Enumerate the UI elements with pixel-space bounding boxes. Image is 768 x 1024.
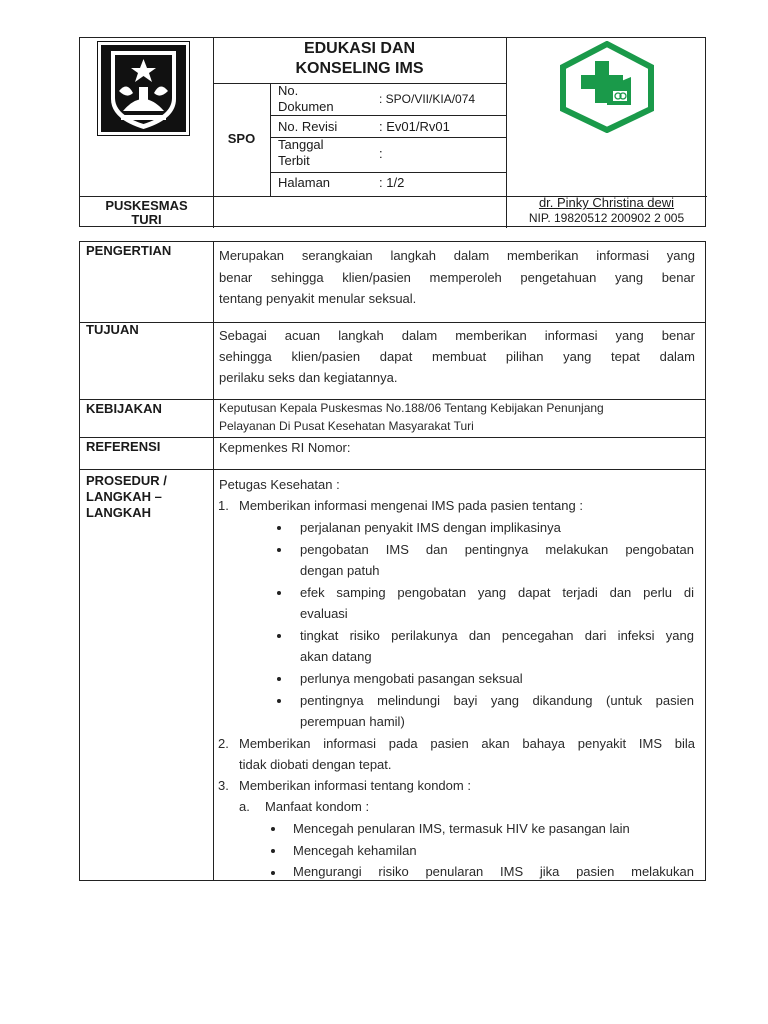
bullet-icon: [277, 634, 281, 638]
section-label-pengertian: PENGERTIAN: [86, 243, 172, 258]
content-divider: [80, 469, 705, 470]
step-2-text: Memberikan informasi pada pasien akan bahaya penyakit IMS bila: [239, 736, 695, 751]
step-1-bullet-cont: dengan patuh: [300, 563, 380, 578]
bullet-icon: [277, 591, 281, 595]
bullet-icon: [271, 871, 275, 875]
content-divider: [80, 322, 705, 323]
step-2-text-cont: tidak diobati dengan tepat.: [239, 757, 392, 772]
step-1-bullet: pentingnya melindungi bayi yang dikandung (untuk pasien: [300, 693, 694, 708]
field-label-no-dokumen: Dokumen: [278, 99, 334, 114]
section-label-prosedur: LANGKAH: [86, 505, 151, 520]
org-name-line1: PUSKESMAS: [105, 198, 188, 213]
regency-emblem-logo: [97, 41, 190, 136]
section-label-kebijakan: KEBIJAKAN: [86, 401, 162, 416]
kebijakan-text-line: Pelayanan Di Pusat Kesehatan Masyarakat Turi: [219, 419, 474, 433]
pengertian-text-line: benar sehingga klien/pasien memperoleh pengetahuan yang benar: [219, 270, 695, 285]
tujuan-text-line: perilaku seks dan kegiatannya.: [219, 370, 398, 385]
field-value-no-revisi: : Ev01/Rv01: [379, 119, 450, 134]
header-divider: [213, 83, 506, 84]
field-label-tanggal-terbit: Tanggal: [278, 137, 324, 152]
sub-item-letter: a.: [239, 799, 250, 814]
bullet-icon: [271, 849, 275, 853]
section-label-referensi: REFERENSI: [86, 439, 161, 454]
spo-label: SPO: [227, 131, 256, 146]
document-title-line1: EDUKASI DAN: [303, 40, 416, 57]
header-divider: [270, 83, 271, 196]
bullet-icon: [277, 699, 281, 703]
content-divider: [80, 399, 705, 400]
step-number: 3.: [218, 778, 229, 793]
step-1-bullet: pengobatan IMS dan pentingnya melakukan pengobatan: [300, 542, 694, 557]
step-number: 2.: [218, 736, 229, 751]
header-divider: [270, 172, 506, 173]
field-label-tanggal-terbit: Terbit: [278, 153, 310, 168]
document-title-line2: KONSELING IMS: [295, 60, 424, 77]
signer-name: dr. Pinky Christina dewi: [538, 195, 675, 210]
field-value-no-dokumen: : SPO/VII/KIA/074: [379, 92, 476, 106]
field-label-no-revisi: No. Revisi: [278, 119, 338, 134]
step-1-bullet-cont: akan datang: [300, 649, 372, 664]
kebijakan-text-line: Keputusan Kepala Puskesmas No.188/06 Tentang Kebijakan Penunjang: [219, 401, 604, 415]
kondom-benefit: Mencegah kehamilan: [293, 843, 417, 858]
content-divider: [213, 242, 214, 880]
procedure-content-table: [79, 241, 706, 881]
field-value-halaman: : 1/2: [379, 175, 405, 190]
step-3-text: Memberikan informasi tentang kondom :: [239, 778, 471, 793]
bullet-icon: [277, 677, 281, 681]
step-1-bullet: perjalanan penyakit IMS dengan implikasinya: [300, 520, 561, 535]
sub-item-a-text: Manfaat kondom :: [265, 799, 370, 814]
step-1-bullet: tingkat risiko perilakunya dan pencegahan dari infeksi yang: [300, 628, 694, 643]
step-1-bullet: perlunya mengobati pasangan seksual: [300, 671, 523, 686]
step-1-text: Memberikan informasi mengenai IMS pada pasien tentang :: [239, 498, 583, 513]
kondom-benefit: Mencegah penularan IMS, termasuk HIV ke pasangan lain: [293, 821, 630, 836]
prosedur-intro: Petugas Kesehatan :: [219, 477, 340, 492]
step-number: 1.: [218, 498, 229, 513]
step-1-bullet-cont: perempuan hamil): [300, 714, 405, 729]
pengertian-text-line: Merupakan serangkaian langkah dalam memberikan informasi yang: [219, 248, 695, 263]
tujuan-text-line: sehingga klien/pasien dapat membuat pilihan yang tepat dalam: [219, 349, 695, 364]
section-label-prosedur: PROSEDUR /: [86, 473, 167, 488]
header-divider: [270, 115, 506, 116]
puskesmas-logo: [557, 41, 657, 133]
field-label-no-dokumen: No.: [278, 83, 299, 98]
field-label-halaman: Halaman: [278, 175, 331, 190]
step-1-bullet-cont: evaluasi: [300, 606, 348, 621]
field-value-tanggal-terbit: :: [379, 146, 383, 161]
tujuan-text-line: Sebagai acuan langkah dalam memberikan informasi yang benar: [219, 328, 695, 343]
referensi-text: Kepmenkes RI Nomor:: [219, 440, 351, 455]
pengertian-text-line: tentang penyakit menular seksual.: [219, 291, 417, 306]
step-1-bullet: efek samping pengobatan yang dapat terjadi dan perlu di: [300, 585, 694, 600]
kondom-benefit: Mengurangi risiko penularan IMS jika pasien melakukan: [293, 864, 694, 879]
bullet-icon: [277, 526, 281, 530]
content-divider: [80, 437, 705, 438]
signer-nip: NIP. 19820512 200902 2 005: [528, 211, 685, 225]
section-label-tujuan: TUJUAN: [86, 322, 139, 337]
org-name-line2: TURI: [131, 212, 162, 227]
section-label-prosedur: LANGKAH –: [86, 489, 162, 504]
bullet-icon: [277, 548, 281, 552]
bullet-icon: [271, 827, 275, 831]
document-header-table: [79, 37, 706, 227]
